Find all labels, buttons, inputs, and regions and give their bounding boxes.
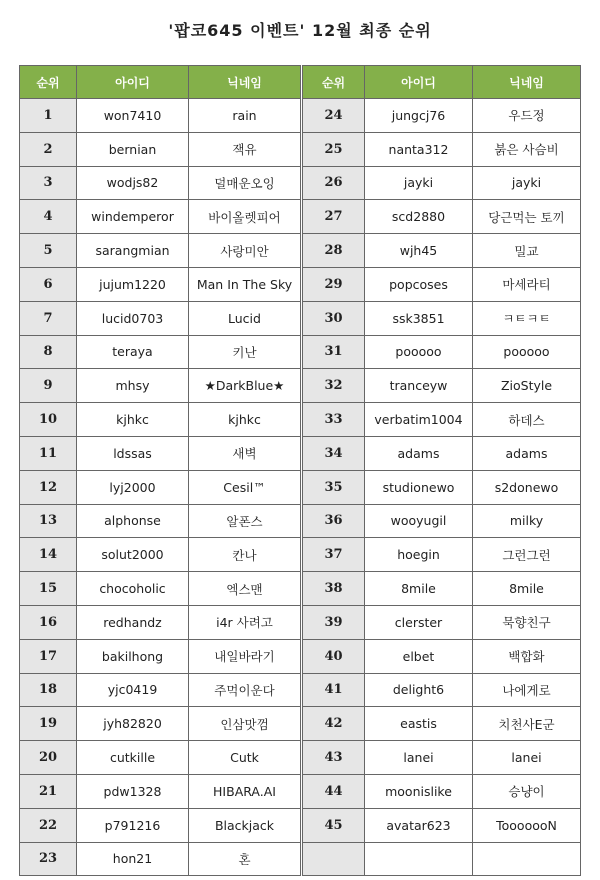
empty-row — [303, 842, 581, 876]
rank-cell: 44 — [303, 774, 365, 808]
empty-cell — [473, 842, 581, 876]
nickname-cell: 그런그런 — [473, 538, 581, 572]
table-row — [303, 403, 581, 437]
nickname-cell: Man In The Sky — [189, 267, 301, 301]
nickname-cell: milky — [473, 504, 581, 538]
user-id-cell: won7410 — [77, 99, 189, 133]
user-id-cell: solut2000 — [77, 538, 189, 572]
id-header: 아이디 — [365, 66, 473, 99]
rank-cell: 40 — [303, 639, 365, 673]
user-id-cell: avatar623 — [365, 808, 473, 842]
nickname-cell: 엑스맨 — [189, 572, 301, 606]
nickname-cell: 나에게로 — [473, 673, 581, 707]
nickname-cell: 덜매운오잉 — [189, 166, 301, 200]
empty-cell — [365, 842, 473, 876]
user-id-cell: hoegin — [365, 538, 473, 572]
table-row — [303, 808, 581, 842]
rank-cell: 34 — [303, 436, 365, 470]
user-id-cell: sarangmian — [77, 234, 189, 268]
table-header-row — [303, 66, 581, 99]
nickname-cell: pooooo — [473, 335, 581, 369]
table-row — [303, 166, 581, 200]
user-id-cell: ldssas — [77, 436, 189, 470]
table-row — [20, 774, 301, 808]
rank-cell: 25 — [303, 132, 365, 166]
nickname-cell: 사랑미안 — [189, 234, 301, 268]
nickname-cell: i4r 사려고 — [189, 605, 301, 639]
table-row — [20, 200, 301, 234]
rank-cell: 45 — [303, 808, 365, 842]
user-id-cell: hon21 — [77, 842, 189, 876]
rank-cell: 18 — [20, 673, 77, 707]
nickname-cell: ★DarkBlue★ — [189, 369, 301, 403]
rank-cell: 16 — [20, 605, 77, 639]
rank-cell: 31 — [303, 335, 365, 369]
table-row — [20, 132, 301, 166]
nickname-cell: 묵향친구 — [473, 605, 581, 639]
nickname-cell: Cesil™ — [189, 470, 301, 504]
nickname-cell: 붉은 사슴비 — [473, 132, 581, 166]
nickname-cell: 당근먹는 토끼 — [473, 200, 581, 234]
rank-cell: 35 — [303, 470, 365, 504]
user-id-cell: lucid0703 — [77, 301, 189, 335]
nickname-cell: 혼 — [189, 842, 301, 876]
rank-cell: 4 — [20, 200, 77, 234]
nickname-cell: 잭유 — [189, 132, 301, 166]
rank-cell: 5 — [20, 234, 77, 268]
user-id-cell: verbatim1004 — [365, 403, 473, 437]
table-row — [303, 639, 581, 673]
rank-cell: 23 — [20, 842, 77, 876]
nickname-cell: 알폰스 — [189, 504, 301, 538]
table-row — [303, 234, 581, 268]
table-row — [303, 470, 581, 504]
table-row — [20, 335, 301, 369]
user-id-cell: p791216 — [77, 808, 189, 842]
table-row — [20, 605, 301, 639]
nickname-cell: rain — [189, 99, 301, 133]
user-id-cell: scd2880 — [365, 200, 473, 234]
rank-cell: 2 — [20, 132, 77, 166]
rank-cell: 20 — [20, 741, 77, 775]
nickname-cell: 하데스 — [473, 403, 581, 437]
table-row — [20, 301, 301, 335]
nickname-cell: Blackjack — [189, 808, 301, 842]
user-id-cell: eastis — [365, 707, 473, 741]
nickname-cell: 승냥이 — [473, 774, 581, 808]
nickname-cell: TooooooN — [473, 808, 581, 842]
table-row — [303, 132, 581, 166]
user-id-cell: yjc0419 — [77, 673, 189, 707]
rank-cell: 3 — [20, 166, 77, 200]
nickname-cell: 치천사E군 — [473, 707, 581, 741]
rank-header: 순위 — [303, 66, 365, 99]
nickname-cell: 인삼맛껌 — [189, 707, 301, 741]
nickname-cell: 백합화 — [473, 639, 581, 673]
nickname-cell: 우드정 — [473, 99, 581, 133]
rank-cell: 38 — [303, 572, 365, 606]
nickname-cell: 주먹이운다 — [189, 673, 301, 707]
table-row — [303, 369, 581, 403]
rank-cell: 11 — [20, 436, 77, 470]
user-id-cell: studionewo — [365, 470, 473, 504]
table-row — [20, 639, 301, 673]
rank-cell: 43 — [303, 741, 365, 775]
rank-cell: 17 — [20, 639, 77, 673]
nickname-cell: kjhkc — [189, 403, 301, 437]
user-id-cell: delight6 — [365, 673, 473, 707]
table-row — [20, 504, 301, 538]
user-id-cell: 8mile — [365, 572, 473, 606]
nickname-cell: lanei — [473, 741, 581, 775]
table-row — [303, 572, 581, 606]
table-row — [303, 538, 581, 572]
user-id-cell: jayki — [365, 166, 473, 200]
rank-cell: 42 — [303, 707, 365, 741]
nickname-cell: 바이올렛피어 — [189, 200, 301, 234]
rank-header: 순위 — [20, 66, 77, 99]
nickname-cell: 마세라티 — [473, 267, 581, 301]
rank-cell: 29 — [303, 267, 365, 301]
user-id-cell: adams — [365, 436, 473, 470]
nickname-cell: ZioStyle — [473, 369, 581, 403]
nickname-cell: ㅋㅌㅋㅌ — [473, 301, 581, 335]
user-id-cell: tranceyw — [365, 369, 473, 403]
rank-cell: 27 — [303, 200, 365, 234]
rank-cell: 8 — [20, 335, 77, 369]
rank-cell: 6 — [20, 267, 77, 301]
user-id-cell: jyh82820 — [77, 707, 189, 741]
rank-cell: 15 — [20, 572, 77, 606]
user-id-cell: moonislike — [365, 774, 473, 808]
rank-cell: 26 — [303, 166, 365, 200]
table-row — [20, 234, 301, 268]
rank-cell: 32 — [303, 369, 365, 403]
rank-cell: 1 — [20, 99, 77, 133]
table-row — [20, 436, 301, 470]
nickname-header: 닉네임 — [189, 66, 301, 99]
ranking-table-right — [302, 65, 581, 876]
rank-cell: 36 — [303, 504, 365, 538]
table-row — [20, 808, 301, 842]
nickname-cell: 키난 — [189, 335, 301, 369]
user-id-cell: pooooo — [365, 335, 473, 369]
table-row — [20, 842, 301, 876]
user-id-cell: elbet — [365, 639, 473, 673]
user-id-cell: redhandz — [77, 605, 189, 639]
user-id-cell: teraya — [77, 335, 189, 369]
rank-cell: 19 — [20, 707, 77, 741]
nickname-header: 닉네임 — [473, 66, 581, 99]
rank-cell: 14 — [20, 538, 77, 572]
user-id-cell: windemperor — [77, 200, 189, 234]
table-row — [20, 267, 301, 301]
nickname-cell: 새벽 — [189, 436, 301, 470]
nickname-cell: jayki — [473, 166, 581, 200]
user-id-cell: nanta312 — [365, 132, 473, 166]
table-row — [20, 707, 301, 741]
rank-cell: 22 — [20, 808, 77, 842]
table-row — [20, 99, 301, 133]
nickname-cell: s2donewo — [473, 470, 581, 504]
table-row — [303, 504, 581, 538]
table-row — [20, 741, 301, 775]
user-id-cell: lanei — [365, 741, 473, 775]
rank-cell: 13 — [20, 504, 77, 538]
user-id-cell: lyj2000 — [77, 470, 189, 504]
user-id-cell: wodjs82 — [77, 166, 189, 200]
nickname-cell: Cutk — [189, 741, 301, 775]
rank-cell: 28 — [303, 234, 365, 268]
nickname-cell: HIBARA.AI — [189, 774, 301, 808]
id-header: 아이디 — [77, 66, 189, 99]
table-row — [20, 403, 301, 437]
rank-cell: 30 — [303, 301, 365, 335]
nickname-cell: adams — [473, 436, 581, 470]
table-row — [303, 301, 581, 335]
rank-cell: 9 — [20, 369, 77, 403]
user-id-cell: wjh45 — [365, 234, 473, 268]
rank-cell: 24 — [303, 99, 365, 133]
rank-cell: 12 — [20, 470, 77, 504]
nickname-cell: 내일바라기 — [189, 639, 301, 673]
rank-cell: 39 — [303, 605, 365, 639]
table-row — [20, 673, 301, 707]
user-id-cell: bakilhong — [77, 639, 189, 673]
table-row — [303, 99, 581, 133]
nickname-cell: 칸나 — [189, 538, 301, 572]
user-id-cell: bernian — [77, 132, 189, 166]
user-id-cell: alphonse — [77, 504, 189, 538]
table-row — [303, 335, 581, 369]
user-id-cell: kjhkc — [77, 403, 189, 437]
empty-cell — [303, 842, 365, 876]
table-row — [303, 436, 581, 470]
rank-cell: 33 — [303, 403, 365, 437]
ranking-table-left — [19, 65, 301, 876]
user-id-cell: mhsy — [77, 369, 189, 403]
table-row — [303, 741, 581, 775]
nickname-cell: 8mile — [473, 572, 581, 606]
table-row — [20, 538, 301, 572]
table-row — [20, 470, 301, 504]
rank-cell: 21 — [20, 774, 77, 808]
table-row — [303, 200, 581, 234]
table-row — [303, 267, 581, 301]
user-id-cell: pdw1328 — [77, 774, 189, 808]
table-row — [303, 605, 581, 639]
rank-cell: 37 — [303, 538, 365, 572]
table-row — [303, 673, 581, 707]
user-id-cell: chocoholic — [77, 572, 189, 606]
user-id-cell: wooyugil — [365, 504, 473, 538]
rank-cell: 41 — [303, 673, 365, 707]
table-row — [303, 774, 581, 808]
table-row — [20, 369, 301, 403]
table-row — [20, 572, 301, 606]
rank-cell: 7 — [20, 301, 77, 335]
user-id-cell: jungcj76 — [365, 99, 473, 133]
table-row — [20, 166, 301, 200]
page-title: '팝코645 이벤트' 12월 최종 순위 — [168, 21, 432, 40]
rank-cell: 10 — [20, 403, 77, 437]
nickname-cell: Lucid — [189, 301, 301, 335]
user-id-cell: cutkille — [77, 741, 189, 775]
user-id-cell: popcoses — [365, 267, 473, 301]
table-header-row — [20, 66, 301, 99]
user-id-cell: clerster — [365, 605, 473, 639]
user-id-cell: jujum1220 — [77, 267, 189, 301]
user-id-cell: ssk3851 — [365, 301, 473, 335]
nickname-cell: 밀교 — [473, 234, 581, 268]
table-row — [303, 707, 581, 741]
